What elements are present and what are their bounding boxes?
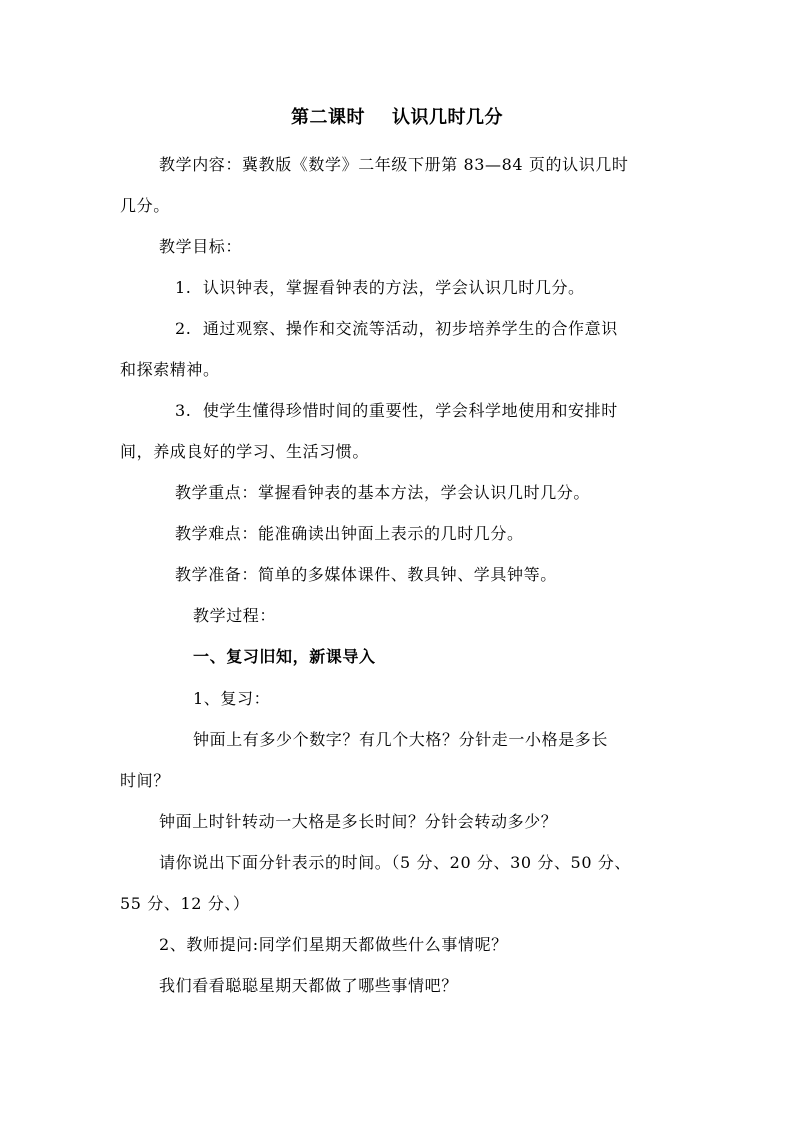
- closing-line: 我们看看聪聪星期天都做了哪些事情吧？: [159, 976, 458, 995]
- page-title: 第二课时 认识几时几分: [290, 107, 504, 128]
- review-heading: 1、复习：: [193, 689, 271, 708]
- teaching-content-line: 教学内容：冀教版《数学》二年级下册第 83—84 页的认识几时: [159, 155, 629, 174]
- teaching-content-continuation: 几分。: [120, 196, 170, 215]
- section-heading-1: 一、复习旧知，新课导入: [193, 647, 376, 666]
- objective-2-continuation: 和探索精神。: [120, 360, 220, 379]
- teaching-preparation: 教学准备：简单的多媒体课件、教具钟、学具钟等。: [175, 565, 557, 584]
- objective-2: 2. 通过观察、操作和交流等活动，初步培养学生的合作意识: [175, 319, 618, 338]
- review-question-2: 钟面上时针转动一大格是多长时间？分针会转动多少？: [159, 812, 558, 831]
- review-question-3: 请你说出下面分针表示的时间。（5 分、20 分、30 分、50 分、: [159, 853, 632, 872]
- key-points: 教学重点：掌握看钟表的基本方法，学会认识几时几分。: [175, 483, 591, 502]
- review-question-3-continuation: 55 分、12 分、）: [120, 894, 250, 913]
- review-question-1: 钟面上有多少个数字？有几个大格？分针走一小格是多长: [193, 730, 609, 749]
- difficult-points: 教学难点：能准确读出钟面上表示的几时几分。: [175, 524, 524, 543]
- review-question-1-continuation: 时间？: [120, 771, 170, 790]
- teacher-question: 2、教师提问:同学们星期天都做些什么事情呢？: [159, 935, 508, 954]
- objective-3: 3. 使学生懂得珍惜时间的重要性，学会科学地使用和安排时: [175, 401, 618, 420]
- objective-3-continuation: 间，养成良好的学习、生活习惯。: [120, 442, 370, 461]
- objective-1: 1. 认识钟表，掌握看钟表的方法，学会认识几时几分。: [175, 278, 585, 297]
- teaching-objectives-heading: 教学目标：: [159, 237, 243, 256]
- teaching-process-heading: 教学过程：: [193, 606, 277, 625]
